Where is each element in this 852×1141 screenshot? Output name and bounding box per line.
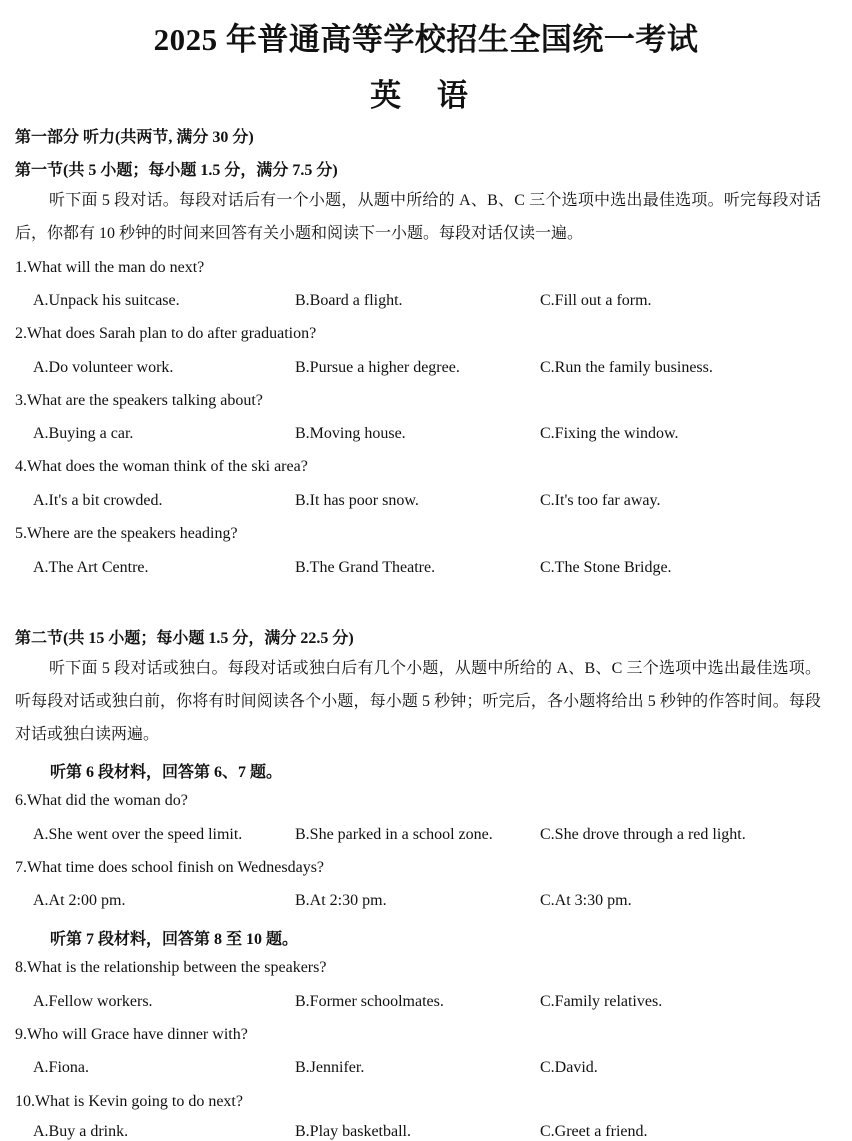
exam-title: 2025 年普通高等学校招生全国统一考试 xyxy=(153,22,699,57)
q5-option-c: C.The Stone Bridge. xyxy=(540,559,672,576)
q8-option-a: A.Fellow workers. xyxy=(33,993,153,1010)
q8-option-c: C.Family relatives. xyxy=(540,993,663,1010)
q1-option-a: A.Unpack his suitcase. xyxy=(33,292,180,309)
q10-option-b: B.Play basketball. xyxy=(295,1123,411,1140)
q10-option-a: A.Buy a drink. xyxy=(33,1123,129,1140)
section2-heading: 第二节(共 15 小题；每小题 1.5 分，满分 22.5 分) xyxy=(15,630,354,647)
q10-option-c: C.Greet a friend. xyxy=(540,1123,648,1140)
q2-option-a: A.Do volunteer work. xyxy=(33,359,174,376)
part1-heading: 第一部分 听力(共两节, 满分 30 分) xyxy=(15,129,254,146)
question-7: 7.What time does school finish on Wednesdays? xyxy=(15,859,325,876)
question-5: 5.Where are the speakers heading? xyxy=(15,525,238,542)
question-2: 2.What does Sarah plan to do after graduation? xyxy=(15,325,317,342)
q3-option-a: A.Buying a car. xyxy=(33,425,134,442)
q7-option-c: C.At 3:30 pm. xyxy=(540,892,632,909)
q9-option-b: B.Jennifer. xyxy=(295,1059,365,1076)
q1-option-b: B.Board a flight. xyxy=(295,292,403,309)
q4-option-b: B.It has poor snow. xyxy=(295,492,419,509)
q4-option-c: C.It's too far away. xyxy=(540,492,661,509)
q3-option-b: B.Moving house. xyxy=(295,425,406,442)
q8-option-b: B.Former schoolmates. xyxy=(295,993,444,1010)
q5-option-a: A.The Art Centre. xyxy=(33,559,149,576)
q2-option-b: B.Pursue a higher degree. xyxy=(295,359,460,376)
q9-option-c: C.David. xyxy=(540,1059,598,1076)
question-8: 8.What is the relationship between the speakers? xyxy=(15,959,327,976)
question-1: 1.What will the man do next? xyxy=(15,259,205,276)
q4-option-a: A.It's a bit crowded. xyxy=(33,492,163,509)
question-10: 10.What is Kevin going to do next? xyxy=(15,1093,243,1110)
q1-option-c: C.Fill out a form. xyxy=(540,292,652,309)
subject-title: 英 语 xyxy=(370,78,482,113)
q7-option-a: A.At 2:00 pm. xyxy=(33,892,126,909)
q2-option-c: C.Run the family business. xyxy=(540,359,713,376)
group6-heading: 听第 6 段材料，回答第 6、7 题。 xyxy=(50,764,283,781)
question-4: 4.What does the woman think of the ski area? xyxy=(15,458,308,475)
section2-instructions: 听下面 5 段对话或独白。每段对话或独白后有几个小题，从题中所给的 A、B、C 三个选项中选出最佳选项。听每段对话或独白前，你将有时间阅读各个小题，每小题 5 秒钟；听完后，各小题将给出 5 秒钟的作答时间。每段对话或独白读两遍。 xyxy=(15,660,821,743)
q3-option-c: C.Fixing the window. xyxy=(540,425,679,442)
q6-option-c: C.She drove through a red light. xyxy=(540,826,746,843)
section1-instructions: 听下面 5 段对话。每段对话后有一个小题，从题中所给的 A、B、C 三个选项中选出最佳选项。听完每段对话后，你都有 10 秒钟的时间来回答有关小题和阅读下一小题。每段对话仅读一遍。 xyxy=(15,192,821,242)
q6-option-a: A.She went over the speed limit. xyxy=(33,826,243,843)
q9-option-a: A.Fiona. xyxy=(33,1059,89,1076)
question-3: 3.What are the speakers talking about? xyxy=(15,392,263,409)
q7-option-b: B.At 2:30 pm. xyxy=(295,892,387,909)
question-9: 9.Who will Grace have dinner with? xyxy=(15,1026,248,1043)
q5-option-b: B.The Grand Theatre. xyxy=(295,559,436,576)
section1-heading: 第一节(共 5 小题；每小题 1.5 分，满分 7.5 分) xyxy=(15,162,338,179)
question-6: 6.What did the woman do? xyxy=(15,792,188,809)
q6-option-b: B.She parked in a school zone. xyxy=(295,826,493,843)
group7-heading: 听第 7 段材料，回答第 8 至 10 题。 xyxy=(50,931,299,948)
